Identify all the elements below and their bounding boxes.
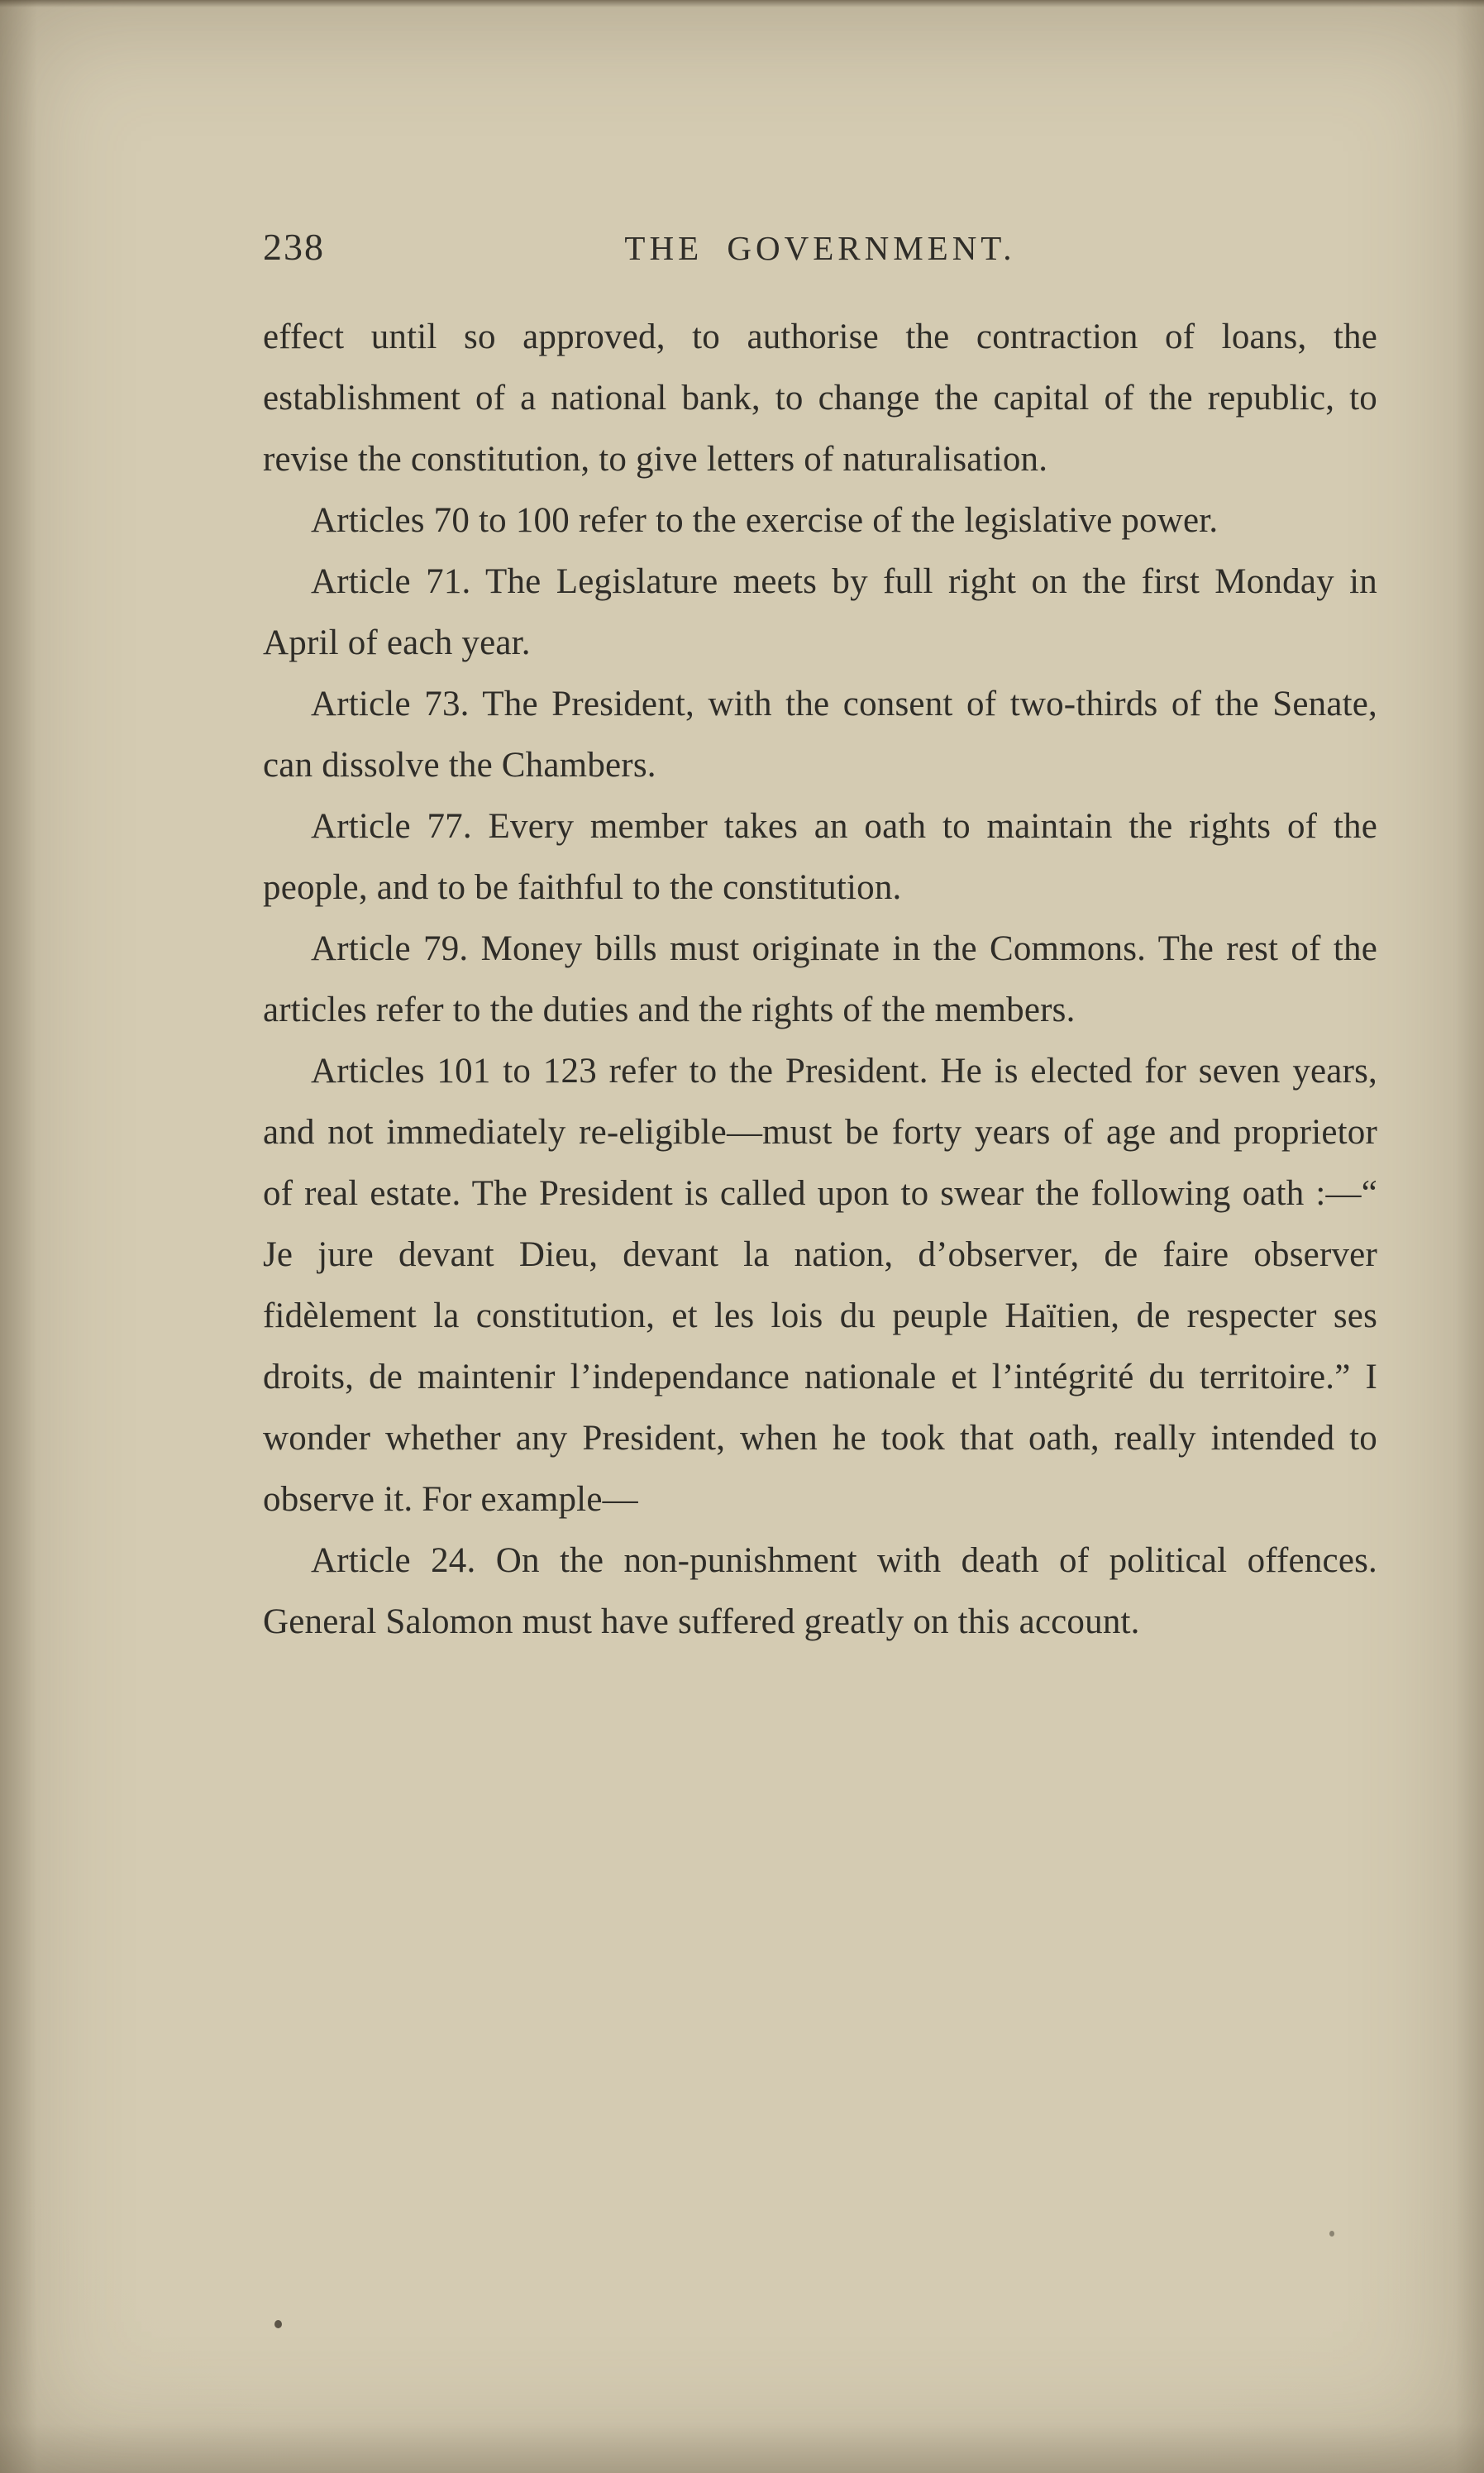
paragraph: Articles 70 to 100 refer to the exercise of the legislative power.	[311, 501, 1219, 540]
paragraph: Article 73. The President, with the consent of two-thirds of the Senate, can dissolve the Chambers.	[263, 685, 1377, 785]
running-title: THE GOVERNMENT.	[624, 229, 1016, 267]
paragraph: Article 77. Every member takes an oath to maintain the rights of the people, and to be faithful to the constitution.	[263, 807, 1377, 907]
paragraph: Article 79. Money bills must originate in the Commons. The rest of the articles refer to the duties and the rights of the members.	[263, 929, 1377, 1029]
text-block	[263, 225, 1377, 1653]
page-body	[263, 307, 1377, 1653]
paragraph: Articles 101 to 123 refer to the President. He is elected for seven years, and not immediately re-eligible—must be forty years of age and proprietor of real estate. The President is called upon to swear the following oath :—“ Je jure devant Dieu, devant la nation, d’observer, de faire observer fidèlement la constitution, et les lois du peuple Haïtien, de respecter ses droits, de maintenir l’independance nationale et l’intégrité du territoire.” I wonder whether any President, when he took that oath, really intended to observe it. For example—	[263, 1052, 1377, 1519]
ink-speck	[1329, 2231, 1334, 2237]
paragraph: Article 24. On the non-punishment with death of political offences. General Salomon must have suffered greatly on this account.	[263, 1541, 1377, 1641]
page-header	[263, 225, 1377, 269]
ink-speck	[274, 2320, 282, 2328]
paragraph: Article 71. The Legislature meets by full right on the first Monday in April of each year.	[263, 562, 1377, 662]
page-number: 238	[263, 226, 325, 268]
paragraph-continued: effect until so approved, to authorise the contraction of loans, the establishment of a national bank, to change the capital of the republic, to revise the constitution, to give letters of naturalisation.	[263, 317, 1377, 479]
